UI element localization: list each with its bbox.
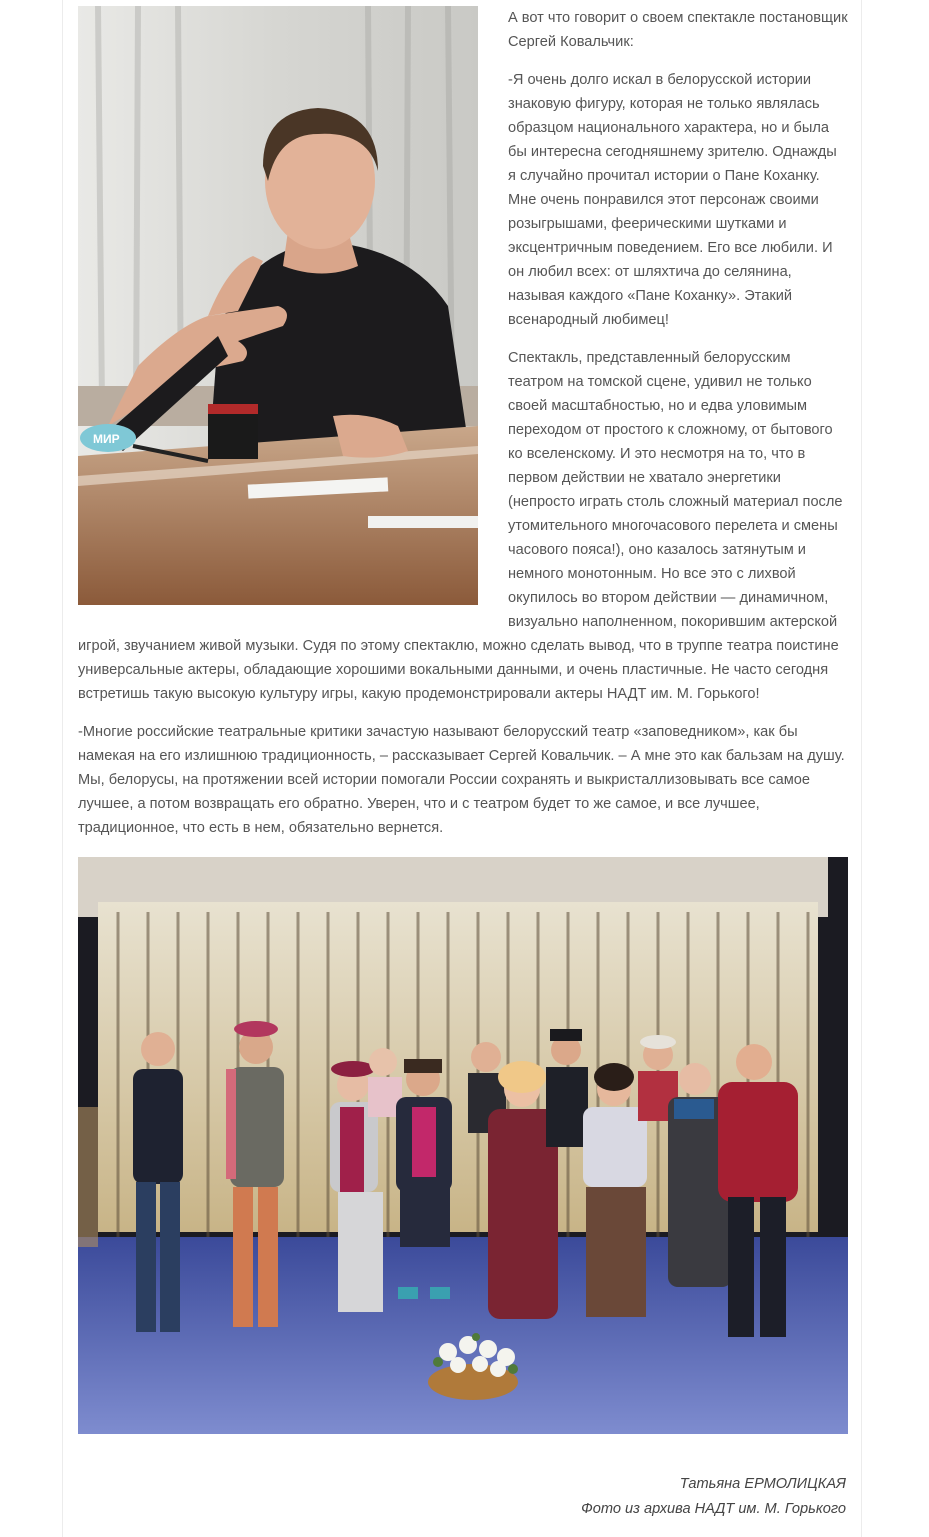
paragraph-2: -Я очень долго искал в белорусской истории знаковую фигуру, которая не только являлась образцом национального характера, но и была бы интересна сегодняшнему зрителю. Однажды я случайно прочитал истории о Пане Коханку. Мне очень понравился этот персонаж своими розыгрышами, феерическими шутками и эксцентричным поведением. Его все любили. И он любил всех: от шляхтича до селянина, называя каждого «Пане Коханку». Этакий всенародный любимец! xyxy=(508,72,837,328)
page xyxy=(62,0,862,1537)
paragraph-3: Спектакль, представленный белорусским театром на томской сцене, удивил не только своей масштабностью, но и едва уловимым переходом от простого к сложному, от бытового ко вселенскому. И это несмотря на то, что в первом действии не хватало энергетики (непросто играть столь сложный материал после утомительного многочасового перелета и смены часового пояса!), оно казалось затянутым и немного монотонным. Но все это с лихвой окупилось во втором действии — динамичном, визуально наполненном, покорившим актерской игрой, звучанием живой музыки. Судя по этому спектаклю, можно сделать вывод, что в труппе театра поистине универсальные актеры, обладающие хорошими вокальными данными, и очень пластичные. Не часто сегодня встретишь такую высокую культуру игры, какую продемонстрировали актеры НАДТ им. М. Горького! xyxy=(78,350,843,702)
paragraph-1: А вот что говорит о своем спектакле постановщик Сергей Ковальчик: xyxy=(508,10,848,50)
photo-credit: Фото из архива НАДТ им. М. Горького xyxy=(581,1501,846,1517)
troupe-photo xyxy=(78,857,848,1434)
troupe-photo-illustration xyxy=(78,857,848,1434)
paragraph-4: -Многие российские театральные критики зачастую называют белорусский театр «заповедником», как бы намекая на его излишнюю традиционность, – рассказывает Сергей Ковальчик. – А мне это как бальзам на душу. Мы, белорусы, на протяжении всей истории помогали России сохранять и выкристаллизовывать все самое лучшее, а потом возвращать его обратно. Уверен, что и с театром будет то же самое, и все лучшее, традиционное, что есть в нем, обязательно вернется. xyxy=(78,724,845,836)
signature xyxy=(581,1472,846,1522)
director-photo-illustration xyxy=(78,6,478,605)
director-photo xyxy=(78,6,478,605)
mic-label: МИР xyxy=(93,432,120,446)
article xyxy=(78,6,848,1434)
author-name: Татьяна ЕРМОЛИЦКАЯ xyxy=(679,1476,846,1492)
